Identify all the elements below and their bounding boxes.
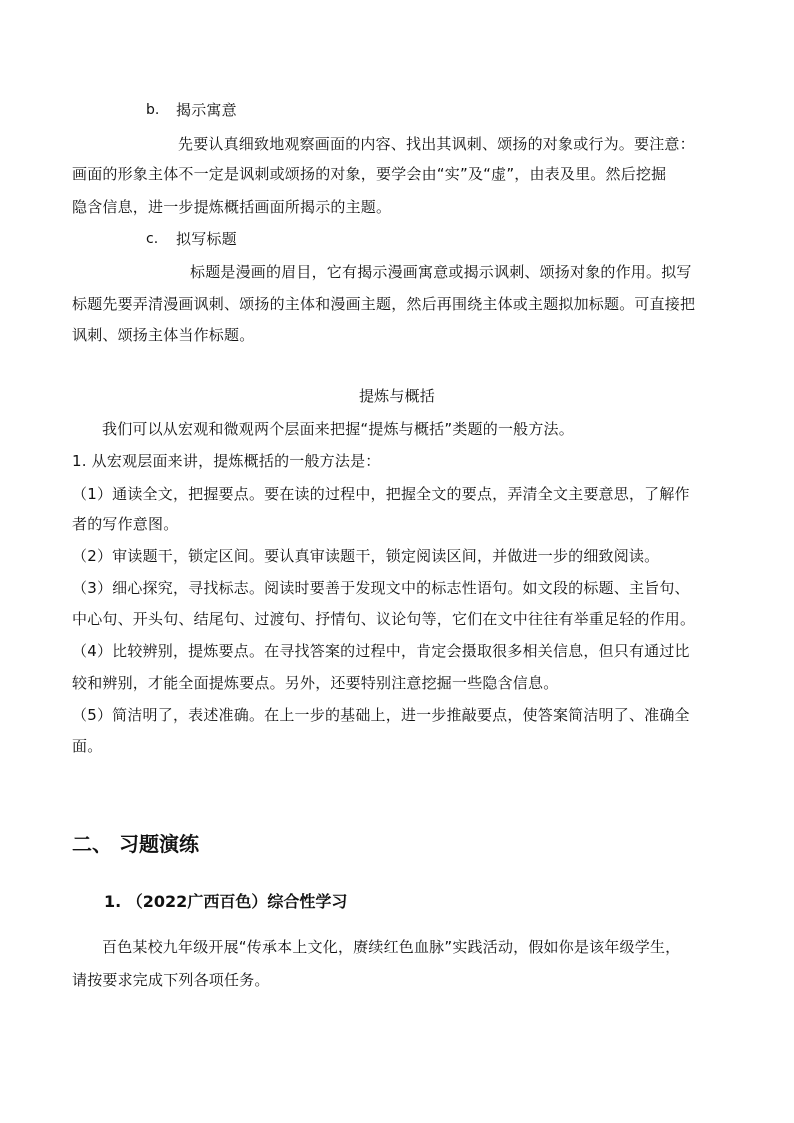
extract-item-line-2: 者的写作意图。	[72, 515, 179, 533]
section-c-marker: c.	[146, 231, 159, 247]
section-c-line-2: 标题先要弄清漫画讽刺、颂扬的主体和漫画主题，然后再围绕主体或主题拟加标题。可直接把	[72, 295, 696, 313]
section-c-line-1: 标题是漫画的眉目，它有揭示漫画寓意或揭示讽刺、颂扬对象的作用。拟写	[190, 263, 692, 281]
question-1-line-2: 请按要求完成下列各项任务。	[72, 971, 270, 989]
extract-intro: 我们可以从宏观和微观两个层面来把握“提炼与概括”类题的一般方法。	[102, 420, 574, 438]
section-b-line-3: 隐含信息，进一步提炼概括画面所揭示的主题。	[72, 198, 392, 216]
section-b-marker: b.	[146, 102, 160, 118]
extract-item-line-9: 面。	[72, 737, 103, 755]
section-c-title: 拟写标题	[176, 230, 237, 248]
question-1-line-1: 百色某校九年级开展“传承本上文化，赓续红色血脉”实践活动，假如你是该年级学生，	[102, 938, 681, 956]
section-heading-exercises: 二、 习题演练	[72, 832, 199, 856]
section-b-title: 揭示寓意	[176, 101, 237, 119]
extract-title: 提炼与概括	[358, 387, 435, 405]
question-1-title: 1. （2022广西百色）综合性学习	[104, 892, 348, 911]
extract-item-line-1: （1）通读全文，把握要点。要在读的过程中，把握全文的要点，弄清全文主要意思，了解作	[72, 485, 690, 503]
section-b-line-2: 画面的形象主体不一定是讽刺或颂扬的对象，要学会由“实”及“虚”，由表及里。然后挖掘	[72, 165, 667, 183]
section-c-line-3: 讽刺、颂扬主体当作标题。	[72, 326, 255, 344]
section-b-line-1: 先要认真细致地观察画面的内容、找出其讽刺、颂扬的对象或行为。要注意：	[178, 135, 695, 153]
extract-item-line-8: （5）简洁明了，表述准确。在上一步的基础上，进一步推敲要点，使答案简洁明了、准确全	[72, 706, 690, 724]
extract-point-1: 1. 从宏观层面来讲，提炼概括的一般方法是：	[72, 452, 381, 470]
extract-item-line-3: （2）审读题干，锁定区间。要认真审读题干，锁定阅读区间，并做进一步的细致阅读。	[72, 547, 660, 565]
extract-item-line-4: （3）细心探究，寻找标志。阅读时要善于发现文中的标志性语句。如文段的标题、主旨句、	[72, 579, 690, 597]
extract-item-line-7: 较和辨别，才能全面提炼要点。另外，还要特别注意挖掘一些隐含信息。	[72, 674, 559, 692]
extract-item-line-6: （4）比较辨别，提炼要点。在寻找答案的过程中，肯定会摄取很多相关信息，但只有通过比	[72, 642, 690, 660]
extract-item-line-5: 中心句、开头句、结尾句、过渡句、抒情句、议论句等，它们在文中往往有举重足轻的作用。	[72, 610, 696, 628]
